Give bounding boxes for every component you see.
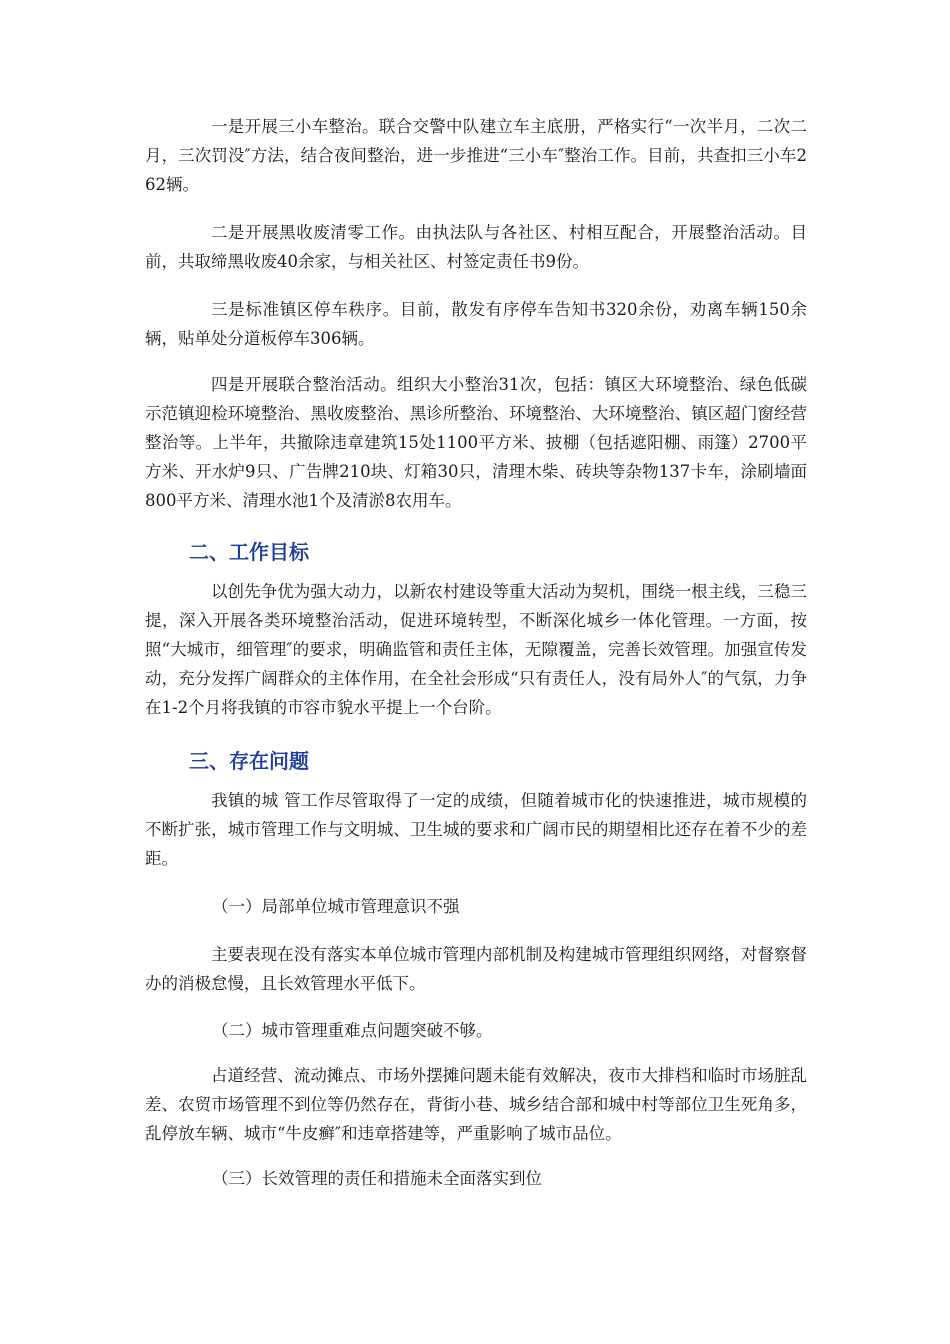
paragraph-problems-intro: 我镇的城 管工作尽管取得了一定的成绩，但随着城市化的快速推进，城市规模的不断扩张，城市管理工作与文明城、卫生城的要求和广阔市民的期望相比还存在着不少的差距。 xyxy=(145,791,807,868)
paragraph-three-vehicles: 一是开展三小车整治。联合交警中队建立车主底册，严格实行“一次半月，二次二月，三次罚没″方法，结合夜间整治，进一步推进“三小车″整治工作。目前，共查扣三小车262辆。 xyxy=(145,117,807,194)
paragraph-joint-rectification: 四是开展联合整治活动。组织大小整治31次，包括：镇区大环境整治、绿色低碳示范镇迎检环境整治、黑收废整治、黑诊所整治、环境整治、大环境整治、镇区超门窗经营整治等。上半年，共撤除违章建筑15处1100平方米、披棚（包括遮阳棚、雨篷）2700平方米、开水炉9只、广告牌210块、灯箱30只，清理木柴、砖块等杂物137卡车，涂刷墙面800平方米、清理水池1个及清淤8农用车。 xyxy=(145,375,807,510)
subheading-key-issues: （二）城市管理重难点问题突破不够。 xyxy=(212,1021,493,1040)
paragraph-illegal-recycling: 二是开展黑收废清零工作。由执法队与各社区、村相互配合，开展整治活动。目前，共取缔黑收废40余家，与相关社区、村签定责任书9份。 xyxy=(145,223,807,271)
paragraph-awareness-detail: 主要表现在没有落实本单位城市管理内部机制及构建城市管理组织网络，对督察督办的消极怠慢，且长效管理水平低下。 xyxy=(145,945,807,993)
paragraph-work-goals: 以创先争优为强大动力，以新农村建设等重大活动为契机，围绕一根主线，三稳三提，深入开展各类环境整治活动，促进环境转型，不断深化城乡一体化管理。一方面，按照“大城市，细管理″的要求，明确监管和责任主体，无隙覆盖，完善长效管理。加强宣传发动，充分发挥广阔群众的主体作用，在全社会形成“只有责任人，没有局外人″的气氛，力争在1-2个月将我镇的市容市貌水平提上一个台阶。 xyxy=(145,582,807,717)
paragraph-key-issues-detail: 占道经营、流动摊点、市场外摆摊问题未能有效解决，夜市大排档和临时市场脏乱差、农贸市场管理不到位等仍然存在，背街小巷、城乡结合部和城中村等部位卫生死角多，乱停放车辆、城市“牛皮癣″和违章搭建等，严重影响了城市品位。 xyxy=(145,1066,807,1143)
heading-existing-problems: 三、存在问题 xyxy=(189,749,309,773)
paragraph-parking-order: 三是标准镇区停车秩序。目前，散发有序停车告知书320余份，劝离车辆150余辆，贴单处分道板停车306辆。 xyxy=(145,300,807,348)
subheading-awareness: （一）局部单位城市管理意识不强 xyxy=(212,897,460,916)
subheading-long-term: （三）长效管理的责任和措施未全面落实到位 xyxy=(212,1169,542,1188)
heading-work-goals: 二、工作目标 xyxy=(189,540,309,564)
